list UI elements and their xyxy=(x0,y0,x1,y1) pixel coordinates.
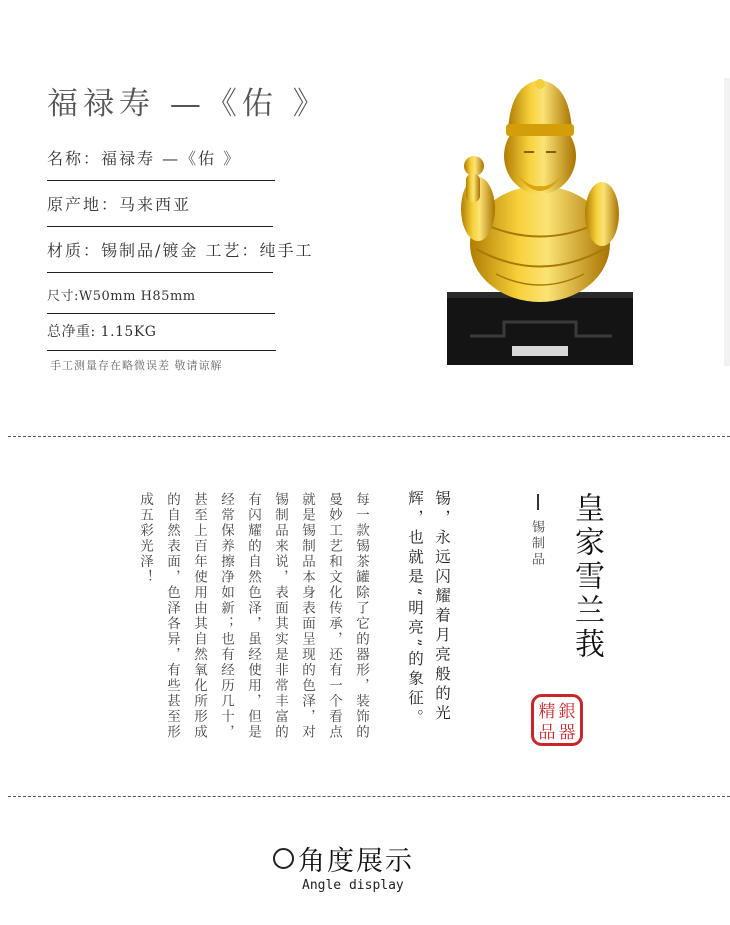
seal-char: 器 xyxy=(558,723,576,743)
seal-stamp xyxy=(531,694,583,746)
brand-subtitle: 锡制品 xyxy=(529,520,544,568)
spec-origin: 原产地：马来西亚 xyxy=(47,192,273,227)
spec-size: 尺寸:W50mm H85mm xyxy=(47,285,275,314)
product-title: 福禄寿 —《佑 》 xyxy=(47,86,329,122)
paragraph-column: 锡制品来说，表面其实是非常丰富的 xyxy=(272,492,288,740)
circle-icon xyxy=(273,848,294,869)
image-edge xyxy=(724,78,730,366)
measurement-note: 手工测量存在略微误差 敬请谅解 xyxy=(50,359,223,372)
section-divider xyxy=(8,436,730,437)
seal-char: 品 xyxy=(538,723,556,743)
paragraph-column: 成五彩光泽！ xyxy=(137,492,153,585)
highlight-column: 辉，也就是“明亮”的象征。 xyxy=(406,490,424,729)
paragraph-column: 甚至上百年使用由其自然氧化所形成 xyxy=(191,492,207,740)
paragraph-column: 每一款锡茶罐除了它的器形，装饰的 xyxy=(353,492,369,740)
paragraph-column: 曼妙工艺和文化传承，还有一个看点 xyxy=(326,492,342,740)
section-divider xyxy=(8,796,730,797)
seal-char: 銀 xyxy=(558,702,576,722)
seal-char: 精 xyxy=(538,702,556,722)
angle-heading xyxy=(273,840,414,876)
paragraph-column: 的自然表面，色泽各异，有些甚至形 xyxy=(164,492,180,740)
angle-title: 角度展示 xyxy=(298,845,414,877)
highlight-column: 锡，永远闪耀着月亮般的光 xyxy=(433,490,451,724)
product-image xyxy=(440,74,640,366)
angle-subtitle: Angle display xyxy=(302,878,404,893)
spec-weight: 总净重: 1.15KG xyxy=(47,321,276,351)
paragraph-column: 就是锡制品本身表面呈现的色泽，对 xyxy=(299,492,315,740)
spec-material: 材质：锡制品/镀金 工艺：纯手工 xyxy=(47,238,273,273)
paragraph-column: 有闪耀的自然色泽，虽经使用，但是 xyxy=(245,492,261,740)
paragraph-column: 经常保养擦净如新；也有经历几十， xyxy=(218,492,234,740)
brand-dash xyxy=(537,494,539,510)
brand-name: 皇家雪兰莪 xyxy=(569,492,604,662)
spec-name: 名称：福禄寿 —《佑 》 xyxy=(47,146,275,181)
